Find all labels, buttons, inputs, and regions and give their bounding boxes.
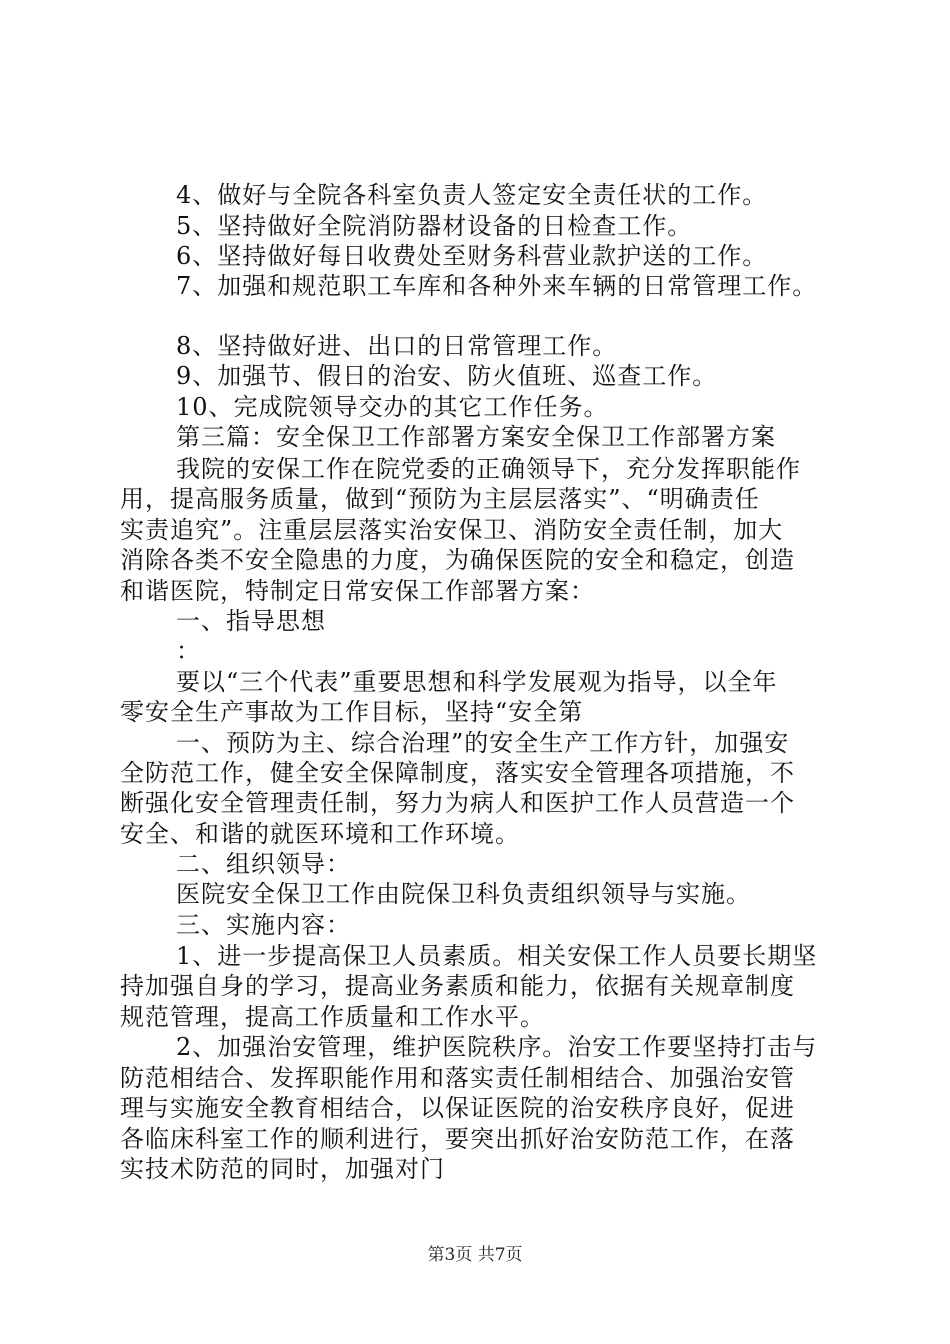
paragraph-line: 一、预防为主、综合治理”的安全生产工作方针，加强安 [176,729,790,757]
paragraph-line: 消除各类不安全隐患的力度，为确保医院的安全和稳定，创造 [120,546,795,574]
paragraph-line: 防范相结合、发挥职能作用和落实责任制相结合、加强治安管 [120,1064,795,1092]
section-title: 第三篇：安全保卫工作部署方案安全保卫工作部署方案 [176,423,776,451]
paragraph-line: 我院的安保工作在院党委的正确领导下，充分发挥职能作 [176,455,801,483]
text-line: 7、加强和规范职工车库和各种外来车辆的日常管理工作。 [176,272,818,300]
text-line: 5、坚持做好全院消防器材设备的日检查工作。 [176,212,693,240]
paragraph-line: 2、加强治安管理，维护医院秩序。治安工作要坚持打击与 [176,1033,818,1061]
text-line: 10、完成院领导交办的其它工作任务。 [176,393,609,421]
paragraph-line: 断强化安全管理责任制，努力为病人和医护工作人员营造一个 [120,789,795,817]
paragraph-line: 1、进一步提高保卫人员素质。相关安保工作人员要长期坚 [176,942,818,970]
text-line: 8、坚持做好进、出口的日常管理工作。 [176,332,618,360]
paragraph-line: 实技术防范的同时，加强对门 [120,1155,445,1183]
paragraph-line: 用，提高服务质量，做到“预防为主层层落实”、“明确责任 [120,485,760,513]
paragraph-line: 持加强自身的学习，提高业务素质和能力，依据有关规章制度 [120,972,795,1000]
paragraph-line: 要以“三个代表”重要思想和科学发展观为指导，以全年 [176,668,778,696]
heading-line: 一、指导思想 [176,607,326,635]
paragraph-line: 规范管理，提高工作质量和工作水平。 [120,1003,545,1031]
paragraph-line: 全防范工作，健全安全保障制度，落实安全管理各项措施，不 [120,759,795,787]
paragraph-line: 医院安全保卫工作由院保卫科负责组织领导与实施。 [176,880,751,908]
heading-line: 二、组织领导： [176,850,351,878]
paragraph-line: 实责追究”。注重层层落实治安保卫、消防安全责任制，加大 [120,516,784,544]
text-line: 6、坚持做好每日收费处至财务科营业款护送的工作。 [176,242,768,270]
text-line: 4、做好与全院各科室负责人签定安全责任状的工作。 [176,181,768,209]
paragraph-line: 安全、和谐的就医环境和工作环境。 [120,820,520,848]
paragraph-line: 理与实施安全教育相结合，以保证医院的治安秩序良好，促进 [120,1094,795,1122]
paragraph-line: 各临床科室工作的顺利进行，要突出抓好治安防范工作，在落 [120,1125,795,1153]
page-number-footer: 第3页 共7页 [427,1245,523,1265]
paragraph-line: 零安全生产事故为工作目标，坚持“安全第 [120,698,584,726]
paragraph-line: 和谐医院，特制定日常安保工作部署方案： [120,577,595,605]
heading-line: 三、实施内容： [176,911,351,939]
text-line: ： [176,637,201,665]
text-line: 9、加强节、假日的治安、防火值班、巡查工作。 [176,362,718,390]
